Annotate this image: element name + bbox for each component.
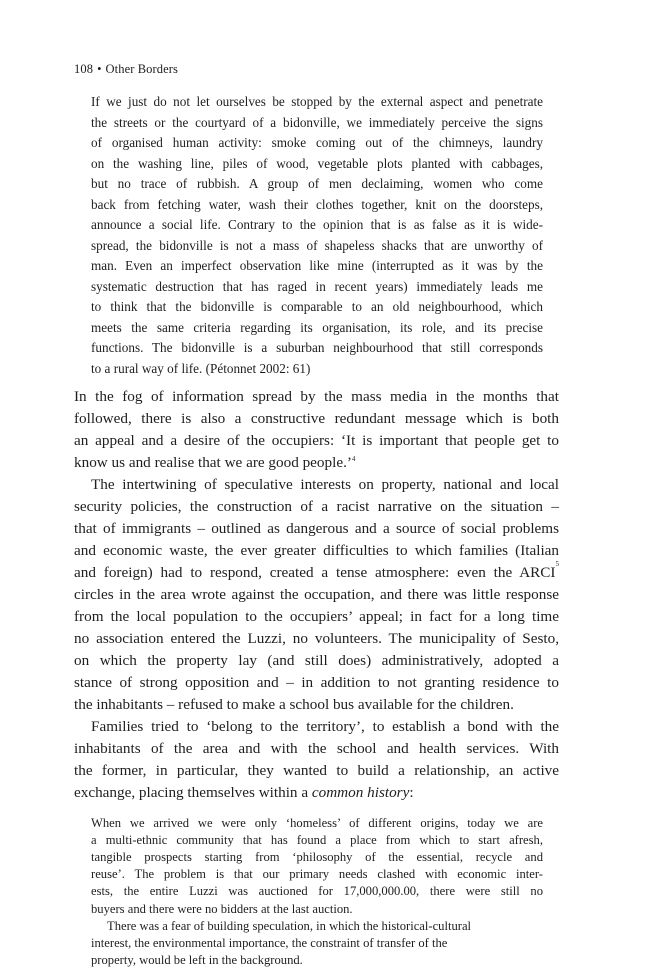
running-title: Other Borders (105, 62, 179, 76)
quote-line: interest, the environmental importance, the constraint of transfer of the (91, 936, 448, 950)
body-text: and foreign) had to respond, created a tense atmosphere: even the ARCI (74, 564, 556, 581)
body-line: an appeal and a desire of the occupiers: ‘It is important that people get to (74, 432, 559, 449)
quote-line: functions. The bidonville is a suburban neighbourhood that still corresponds (91, 340, 543, 355)
body-line: the former, in particular, they wanted to build a relationship, an active (74, 762, 559, 779)
quote-line: property, would be left in the background. (91, 953, 303, 967)
header-bullet: • (97, 62, 102, 76)
body-line: the inhabitants – refused to make a school bus available for the children. (74, 696, 514, 713)
quote-line: spread, the bidonville is not a mass of shapeless shacks that are unworthy of (91, 238, 543, 253)
body-text: exchange, placing themselves within a (74, 784, 312, 801)
body-line: In the fog of information spread by the mass media in the months that (74, 388, 559, 405)
footnote-marker: 4 (351, 455, 356, 463)
quote-line: but no trace of rubbish. A group of men declaiming, women who come (91, 176, 543, 191)
body-line (74, 560, 559, 582)
body-line: Families tried to ‘belong to the territory’, to establish a bond with the (91, 718, 559, 735)
quote-line: ests, the entire Luzzi was auctioned for 17,000,000.00, there were still no (91, 884, 543, 898)
quote-line: systematic destruction that has raged in recent years) immediately leads me (91, 279, 543, 294)
body-line: and economic waste, the ever greater difficulties to which families (Italian (74, 542, 559, 559)
quote-line: back from fetching water, wash their clothes together, knit on the doorsteps, (91, 197, 543, 212)
body-line (74, 454, 355, 472)
emphasis-text: common history (311, 784, 410, 801)
quote-line: to a rural way of life. (Pétonnet 2002: 61) (91, 361, 311, 376)
quote-line: of organised human activity: smoke coming out of the chimneys, laundry (91, 135, 543, 150)
body-text: know us and realise that we are good people.’ (74, 454, 352, 471)
quote-line: There was a fear of building speculation, in which the historical-cultural (107, 919, 472, 933)
quote-line: tangible prospects starting from ‘philosophy of the essential, recycle and (91, 850, 543, 864)
quote-line: to think that the bidonville is comparable to an old neighbourhood, which (91, 299, 543, 314)
body-line: followed, there is also a constructive redundant message which is both (74, 410, 559, 427)
quote-line: If we just do not let ourselves be stopped by the external aspect and penetrate (91, 94, 543, 109)
quote-line: meets the same criteria regarding its organisation, its role, and its precise (91, 320, 543, 335)
page-number: 108 (74, 62, 94, 76)
quote-line: reuse’. The problem is that our primary needs clashed with economic inter- (91, 867, 543, 881)
quote-line: When we arrived we were only ‘homeless’ of different origins, today we are (91, 816, 543, 830)
quote-line: man. Even an imperfect observation like mine (interrupted as it was by the (91, 258, 543, 273)
body-line: stance of strong opposition and – in addition to not granting residence to (74, 674, 559, 691)
footnote-marker: 5 (555, 560, 559, 568)
body-line: no association entered the Luzzi, no volunteers. The municipality of Sesto, (74, 630, 559, 647)
quote-line: on the washing line, piles of wood, vegetable plots planted with cabbages, (91, 156, 543, 171)
body-line: on which the property lay (and still does) administratively, adopted a (74, 652, 559, 669)
body-line: inhabitants of the area and with the school and health services. With (74, 740, 559, 757)
running-header (74, 62, 178, 77)
body-line: security policies, the construction of a racist narrative on the situation – (74, 498, 559, 515)
body-line: that of immigrants – outlined as dangerous and a source of social problems (74, 520, 559, 537)
quote-line: buyers and there were no bidders at the last auction. (91, 902, 353, 916)
quote-line: a multi-ethnic community that has found a place from which to start afresh, (91, 833, 543, 847)
body-line: circles in the area wrote against the occupation, and there was little response (74, 586, 559, 603)
body-text: : (409, 784, 414, 801)
body-line: The intertwining of speculative interests on property, national and local (91, 476, 559, 493)
body-line (74, 784, 414, 802)
quote-line: the streets or the courtyard of a bidonville, we immediately perceive the signs (91, 115, 543, 130)
body-line: from the local population to the occupiers’ appeal; in fact for a long time (74, 608, 559, 625)
quote-line: announce a social life. Contrary to the opinion that is as false as it is wide- (91, 217, 543, 232)
